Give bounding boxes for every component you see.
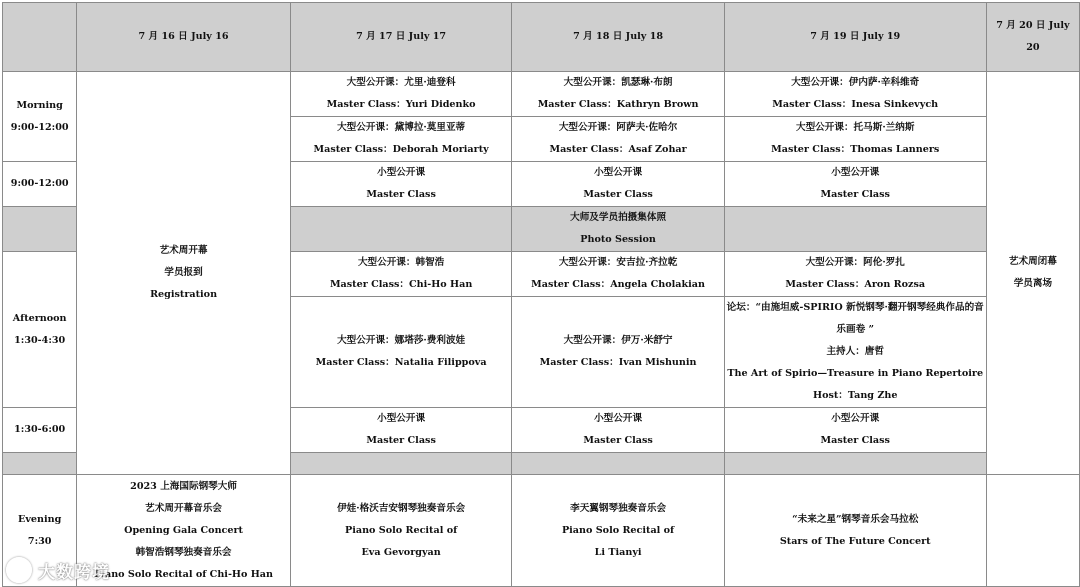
class-title-en: Master Class：Asaf Zohar xyxy=(549,144,687,155)
class-title-cn: 大型公开课：阿萨夫·佐哈尔 xyxy=(558,122,678,133)
time-morning xyxy=(3,72,77,162)
class-title-cn: 小型公开课 xyxy=(594,167,643,178)
watermark-text: 大数跨境 xyxy=(38,562,110,583)
jul16-registration-en: Registration xyxy=(150,289,218,300)
jul20-departure-cn: 学员离场 xyxy=(1013,278,1053,289)
class-title-cn: 小型公开课 xyxy=(831,167,880,178)
concert-line: Li Tianyi xyxy=(594,546,642,558)
class-title-en: Master Class：Ivan Mishunin xyxy=(539,357,697,368)
class-title-en: Master Class xyxy=(583,189,653,200)
jul20-evening-empty xyxy=(986,475,1079,587)
class-title-cn: 小型公开课 xyxy=(831,413,880,424)
class-title-cn: 大型公开课：娜塔莎·费利波娃 xyxy=(337,335,466,346)
header-jul17: 7 月 17 日 July 17 xyxy=(290,3,512,72)
jul18-morning-class-1 xyxy=(512,72,724,117)
time-afternoon xyxy=(3,252,77,408)
forum-host-en: Host：Tang Zhe xyxy=(813,390,898,401)
class-title-en: Master Class xyxy=(583,435,653,446)
class-title-en: Master Class xyxy=(366,189,436,200)
class-title-en: Master Class：Thomas Lanners xyxy=(771,144,940,155)
class-title-en: Master Class：Natalia Filippova xyxy=(315,357,487,368)
jul19-evening-concert xyxy=(724,475,986,587)
jul19-afternoon-small-class xyxy=(724,408,986,453)
class-title-cn: 大型公开课：安吉拉·齐拉乾 xyxy=(558,257,678,268)
class-title-cn: 大型公开课：黛博拉·莫里亚蒂 xyxy=(337,122,466,133)
jul19-afternoon-class-1 xyxy=(724,252,986,297)
class-title-en: Master Class：Aron Rozsa xyxy=(785,279,926,290)
forum-title-cn-2: 乐画卷 ” xyxy=(836,324,875,335)
concert-line: Stars of The Future Concert xyxy=(779,535,931,547)
concert-line: Piano Solo Recital of xyxy=(561,524,675,536)
forum-title-cn-1: 论坛：“由施坦威-SPIRIO 新悦钢琴·翻开钢琴经典作品的音 xyxy=(726,302,984,313)
jul16-registration-cn: 学员报到 xyxy=(164,267,203,278)
separator-row-cell xyxy=(724,453,986,475)
class-title-cn: 大型公开课：凯瑟琳·布朗 xyxy=(563,77,673,88)
concert-line: Piano Solo Recital of Chi-Ho Han xyxy=(94,568,273,580)
jul17-afternoon-class-2 xyxy=(290,297,512,408)
concert-line: 韩智浩钢琴独奏音乐会 xyxy=(135,546,232,558)
class-title-cn: 大型公开课：韩智浩 xyxy=(357,257,445,268)
jul20-closing-cn: 艺术周闭幕 xyxy=(1008,256,1057,267)
jul16-opening-cn: 艺术周开幕 xyxy=(159,245,208,256)
time-morning-label: Morning xyxy=(16,99,63,111)
jul19-photo-gap xyxy=(724,207,986,252)
class-title-cn: 大型公开课：阿伦·罗扎 xyxy=(805,257,905,268)
class-title-en: Master Class：Deborah Moriarty xyxy=(313,144,489,155)
jul16-day-cell xyxy=(77,72,290,475)
time-afternoon-label: Afternoon xyxy=(12,312,67,324)
jul17-morning-class-2 xyxy=(290,117,512,162)
concert-line: 2023 上海国际钢琴大师 xyxy=(130,480,237,492)
jul17-photo-gap xyxy=(290,207,512,252)
class-title-cn: 小型公开课 xyxy=(594,413,643,424)
schedule-table xyxy=(2,2,1080,587)
header-jul18: 7 月 18 日 July 18 xyxy=(512,3,724,72)
jul19-morning-class-2 xyxy=(724,117,986,162)
class-title-cn: 大型公开课：尤里·迪登科 xyxy=(346,77,456,88)
class-title-cn: 小型公开课 xyxy=(377,167,426,178)
concert-line: Piano Solo Recital of xyxy=(345,524,458,536)
jul19-morning-class-1 xyxy=(724,72,986,117)
separator-time-cell xyxy=(3,207,77,252)
logo-circle-icon xyxy=(6,557,32,583)
jul19-morning-small-class xyxy=(724,162,986,207)
separator-row-cell xyxy=(3,453,77,475)
photo-session-en: Photo Session xyxy=(580,234,656,245)
class-title-cn: 大型公开课：伊万·米舒宁 xyxy=(563,335,673,346)
header-jul19: 7 月 19 日 July 19 xyxy=(724,3,986,72)
header-jul20-line1: 7 月 20 日 July xyxy=(996,20,1070,31)
jul17-evening-concert xyxy=(290,475,512,587)
concert-line: 伊娃·格沃吉安钢琴独奏音乐会 xyxy=(337,502,466,514)
jul20-day-cell xyxy=(986,72,1079,475)
header-jul20-line2: 20 xyxy=(1026,42,1040,53)
class-title-en: Master Class：Inesa Sinkevych xyxy=(772,99,939,110)
concert-line: 艺术周开幕音乐会 xyxy=(145,502,222,514)
time-afternoon-small: 1:30-6:00 xyxy=(3,408,77,453)
jul18-afternoon-class-2 xyxy=(512,297,724,408)
class-title-en: Master Class：Yuri Didenko xyxy=(326,99,476,110)
header-jul20 xyxy=(986,3,1079,72)
time-evening-label: Evening xyxy=(18,513,62,525)
header-corner xyxy=(3,3,77,72)
photo-session-cn: 大师及学员拍摄集体照 xyxy=(570,212,667,223)
class-title-en: Master Class xyxy=(366,435,436,446)
separator-row-cell xyxy=(290,453,512,475)
class-title-cn: 大型公开课：伊内萨·辛科维奇 xyxy=(791,77,920,88)
jul17-morning-class-1 xyxy=(290,72,512,117)
jul18-afternoon-class-1 xyxy=(512,252,724,297)
class-title-en: Master Class：Kathryn Brown xyxy=(537,99,699,110)
time-evening-range: 7:30 xyxy=(27,535,52,547)
concert-line: Opening Gala Concert xyxy=(124,524,243,536)
class-title-en: Master Class：Angela Cholakian xyxy=(531,279,705,290)
concert-line: 李天翼钢琴独奏音乐会 xyxy=(570,502,667,514)
jul18-photo-session xyxy=(512,207,724,252)
time-afternoon-range: 1:30-4:30 xyxy=(14,334,66,346)
concert-line: “未来之星”钢琴音乐会马拉松 xyxy=(792,513,919,525)
time-morning-small: 9:00-12:00 xyxy=(3,162,77,207)
forum-host-cn: 主持人：唐哲 xyxy=(826,346,884,357)
jul18-afternoon-small-class xyxy=(512,408,724,453)
time-morning-range: 9:00-12:00 xyxy=(10,121,69,133)
class-title-en: Master Class xyxy=(820,189,890,200)
jul18-morning-class-2 xyxy=(512,117,724,162)
jul17-morning-small-class xyxy=(290,162,512,207)
jul19-forum xyxy=(724,297,986,408)
class-title-cn: 小型公开课 xyxy=(377,413,426,424)
jul18-morning-small-class xyxy=(512,162,724,207)
separator-row-cell xyxy=(512,453,724,475)
concert-line: Eva Gevorgyan xyxy=(361,546,441,558)
header-jul16: 7 月 16 日 July 16 xyxy=(77,3,290,72)
class-title-en: Master Class xyxy=(820,435,890,446)
jul18-evening-concert xyxy=(512,475,724,587)
class-title-cn: 大型公开课：托马斯·兰纳斯 xyxy=(795,122,915,133)
watermark xyxy=(6,557,110,583)
jul17-afternoon-small-class xyxy=(290,408,512,453)
forum-title-en: The Art of Spirio—Treasure in Piano Repertoire xyxy=(727,368,984,379)
jul17-afternoon-class-1 xyxy=(290,252,512,297)
class-title-en: Master Class：Chi-Ho Han xyxy=(329,279,473,290)
